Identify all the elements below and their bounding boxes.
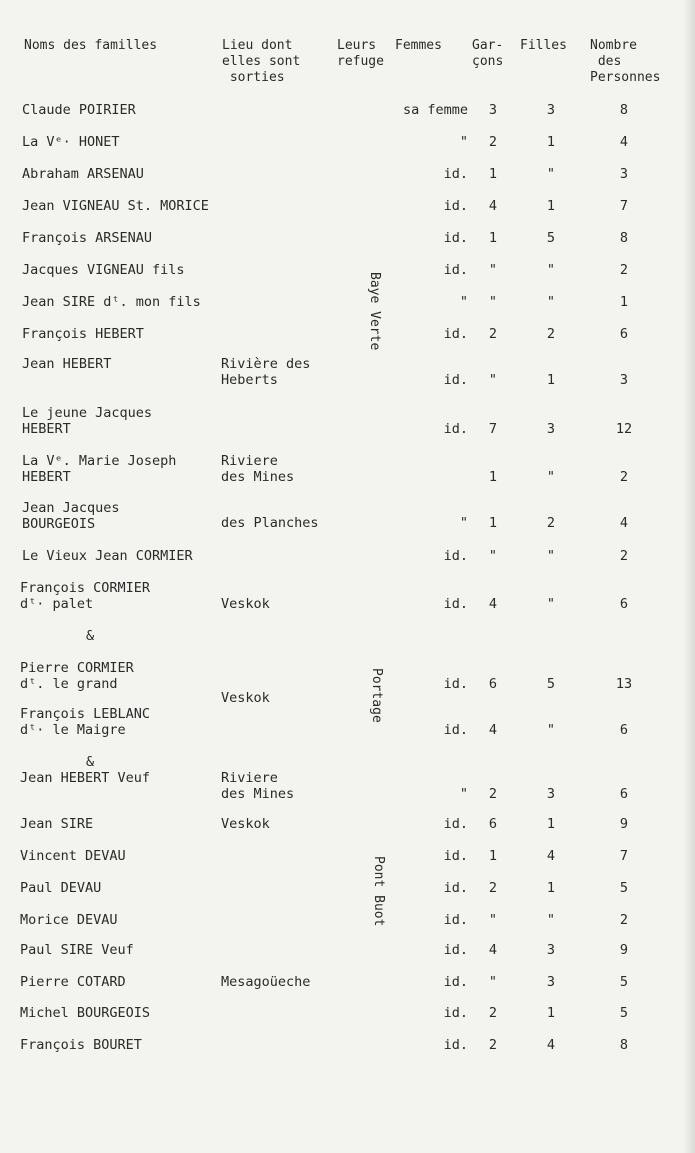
refuge-label-pont-buot: Pont Buot xyxy=(371,856,386,927)
boys-count: 6 xyxy=(488,816,498,832)
family-name: & xyxy=(86,628,95,644)
family-name: François BOURET xyxy=(20,1037,142,1053)
girls-count: 1 xyxy=(546,134,556,150)
family-name: Jean SIRE dᵗ. mon fils xyxy=(22,294,201,310)
total-count: 9 xyxy=(619,816,629,832)
girls-count: 3 xyxy=(546,942,556,958)
girls-count: 1 xyxy=(546,198,556,214)
boys-count: 1 xyxy=(488,230,498,246)
girls-count: " xyxy=(546,548,556,564)
total-count: 2 xyxy=(619,469,629,485)
boys-count: 4 xyxy=(488,596,498,612)
origin-place: des Planches xyxy=(221,515,319,531)
family-name: Abraham ARSENAU xyxy=(22,166,144,182)
family-name: Le jeune Jacques HEBERT xyxy=(22,405,153,437)
total-count: 8 xyxy=(619,102,629,118)
total-count: 8 xyxy=(619,230,629,246)
girls-count: " xyxy=(546,294,556,310)
family-name: Paul SIRE Veuf xyxy=(20,942,134,958)
women-value: id. xyxy=(443,548,468,564)
girls-count: 4 xyxy=(546,848,556,864)
girls-count: 1 xyxy=(546,816,556,832)
girls-count: " xyxy=(546,469,556,485)
refuge-label-portage: Portage xyxy=(369,668,384,723)
family-name: François LEBLANC dᵗ· le Maigre xyxy=(20,706,151,738)
boys-count: " xyxy=(488,294,498,310)
total-count: 8 xyxy=(619,1037,629,1053)
total-count: 6 xyxy=(619,596,629,612)
origin-place: Veskok xyxy=(221,690,270,706)
total-count: 7 xyxy=(619,198,629,214)
total-count: 12 xyxy=(615,421,633,437)
header-families: Noms des familles xyxy=(24,38,158,53)
family-name: Claude POIRIER xyxy=(22,102,136,118)
boys-count: 1 xyxy=(488,515,498,531)
total-count: 3 xyxy=(619,166,629,182)
boys-count: 2 xyxy=(488,134,498,150)
women-value: id. xyxy=(443,974,468,990)
refuge-label-baye-verte: Baye Verte xyxy=(367,272,382,351)
women-value: " xyxy=(459,515,468,531)
total-count: 5 xyxy=(619,880,629,896)
total-count: 3 xyxy=(619,372,629,388)
total-count: 6 xyxy=(619,722,629,738)
girls-count: 1 xyxy=(546,372,556,388)
boys-count: 2 xyxy=(488,1005,498,1021)
total-count: 4 xyxy=(619,515,629,531)
origin-place: Rivière des Heberts xyxy=(221,356,311,388)
family-name: Pierre CORMIER dᵗ. le grand xyxy=(20,660,134,692)
total-count: 7 xyxy=(619,848,629,864)
girls-count: 2 xyxy=(546,515,556,531)
women-value: id. xyxy=(443,198,468,214)
boys-count: " xyxy=(488,372,498,388)
women-value: id. xyxy=(443,816,468,832)
family-name: Michel BOURGEOIS xyxy=(20,1005,151,1021)
women-value: id. xyxy=(443,1005,468,1021)
origin-place: Riviere des Mines xyxy=(221,770,295,802)
total-count: 2 xyxy=(619,262,629,278)
total-count: 5 xyxy=(619,974,629,990)
girls-count: " xyxy=(546,722,556,738)
family-name: Vincent DEVAU xyxy=(20,848,126,864)
total-count: 5 xyxy=(619,1005,629,1021)
boys-count: 2 xyxy=(488,880,498,896)
girls-count: 1 xyxy=(546,880,556,896)
boys-count: 2 xyxy=(488,786,498,802)
family-name: François HEBERT xyxy=(22,326,144,342)
boys-count: 1 xyxy=(488,469,498,485)
boys-count: 4 xyxy=(488,722,498,738)
women-value: " xyxy=(459,294,468,310)
total-count: 2 xyxy=(619,548,629,564)
origin-place: Veskok xyxy=(221,596,270,612)
header-refuge: Leurs refuge xyxy=(337,38,384,69)
family-name: Jacques VIGNEAU fils xyxy=(22,262,185,278)
girls-count: 5 xyxy=(546,676,556,692)
boys-count: " xyxy=(488,548,498,564)
family-name: Paul DEVAU xyxy=(20,880,102,896)
family-name: Morice DEVAU xyxy=(20,912,118,928)
family-name: Le Vieux Jean CORMIER xyxy=(22,548,193,564)
girls-count: 1 xyxy=(546,1005,556,1021)
women-value: " xyxy=(459,786,468,802)
girls-count: 3 xyxy=(546,421,556,437)
women-value: id. xyxy=(443,912,468,928)
girls-count: " xyxy=(546,262,556,278)
origin-place: Mesagoüeche xyxy=(221,974,311,990)
boys-count: " xyxy=(488,912,498,928)
girls-count: 2 xyxy=(546,326,556,342)
header-total: Nombre des Personnes xyxy=(590,38,661,85)
family-name: Jean Jacques BOURGEOIS xyxy=(22,500,120,532)
total-count: 6 xyxy=(619,786,629,802)
women-value: id. xyxy=(443,421,468,437)
total-count: 1 xyxy=(619,294,629,310)
women-value: id. xyxy=(443,166,468,182)
women-value: id. xyxy=(443,722,468,738)
boys-count: " xyxy=(488,262,498,278)
origin-place: Veskok xyxy=(221,816,270,832)
header-women: Femmes xyxy=(395,38,442,53)
header-girls: Filles xyxy=(520,38,567,53)
total-count: 6 xyxy=(619,326,629,342)
family-name: Jean HEBERT xyxy=(22,356,112,372)
boys-count: 1 xyxy=(488,848,498,864)
women-value: id. xyxy=(443,942,468,958)
family-name: Jean VIGNEAU St. MORICE xyxy=(22,198,209,214)
family-name: Jean SIRE xyxy=(20,816,94,832)
total-count: 9 xyxy=(619,942,629,958)
boys-count: 3 xyxy=(488,102,498,118)
boys-count: " xyxy=(488,974,498,990)
boys-count: 1 xyxy=(488,166,498,182)
women-value: id. xyxy=(443,262,468,278)
women-value: id. xyxy=(443,372,468,388)
family-name: François CORMIER dᵗ· palet xyxy=(20,580,151,612)
girls-count: 3 xyxy=(546,102,556,118)
women-value: id. xyxy=(443,880,468,896)
header-origin: Lieu dont elles sont sorties xyxy=(222,38,301,85)
women-value: id. xyxy=(443,848,468,864)
family-name: & xyxy=(86,754,95,770)
total-count: 13 xyxy=(615,676,633,692)
girls-count: 3 xyxy=(546,786,556,802)
family-name: La Vᵉ· HONET xyxy=(22,134,120,150)
women-value: id. xyxy=(443,676,468,692)
girls-count: 5 xyxy=(546,230,556,246)
boys-count: 4 xyxy=(488,198,498,214)
women-value: id. xyxy=(443,326,468,342)
girls-count: 3 xyxy=(546,974,556,990)
family-name: Pierre COTARD xyxy=(20,974,126,990)
family-name: François ARSENAU xyxy=(22,230,153,246)
origin-place: Riviere des Mines xyxy=(221,453,295,485)
family-name: Jean HEBERT Veuf xyxy=(20,770,151,786)
women-value: " xyxy=(459,134,468,150)
total-count: 4 xyxy=(619,134,629,150)
women-value: sa femme xyxy=(402,102,468,118)
women-value: id. xyxy=(443,230,468,246)
boys-count: 7 xyxy=(488,421,498,437)
total-count: 2 xyxy=(619,912,629,928)
girls-count: " xyxy=(546,166,556,182)
girls-count: " xyxy=(546,596,556,612)
boys-count: 6 xyxy=(488,676,498,692)
boys-count: 2 xyxy=(488,326,498,342)
girls-count: 4 xyxy=(546,1037,556,1053)
women-value: id. xyxy=(443,596,468,612)
women-value: id. xyxy=(443,1037,468,1053)
boys-count: 2 xyxy=(488,1037,498,1053)
girls-count: " xyxy=(546,912,556,928)
header-boys: Gar- çons xyxy=(472,38,504,69)
page-edge-shadow xyxy=(683,0,695,1153)
family-name: La Vᵉ. Marie Joseph HEBERT xyxy=(22,453,177,485)
boys-count: 4 xyxy=(488,942,498,958)
